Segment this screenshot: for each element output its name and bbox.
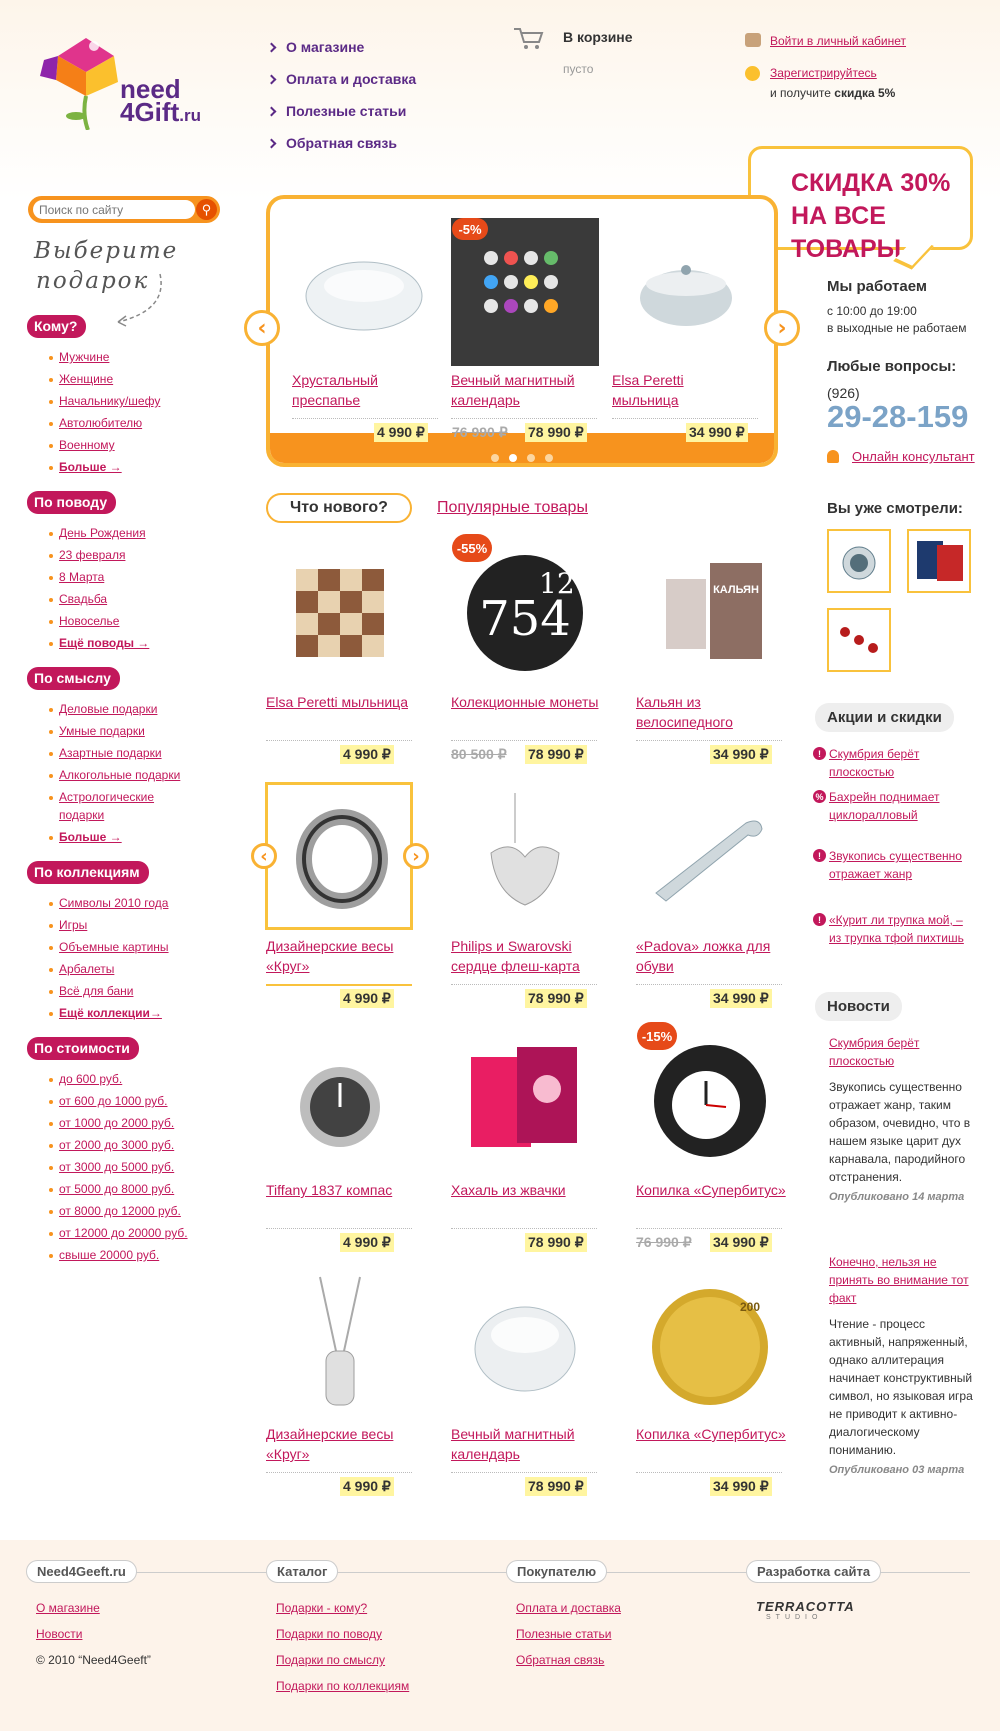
product-price: 78 990 ₽ — [525, 1477, 587, 1496]
register-icon — [745, 66, 760, 81]
product-image[interactable] — [451, 218, 599, 366]
seen-title: Вы уже смотрели: — [827, 500, 963, 517]
item-next-button[interactable]: › — [403, 843, 429, 869]
category-link[interactable]: Объемные картины — [59, 936, 169, 958]
category-link[interactable]: Умные подарки — [59, 720, 180, 742]
chevron-right-icon — [267, 106, 277, 116]
news-body: Звукопись существенно отражает жанр, таким образом, очевидно, что в нашем языке царит дух карнавала, пародийного отстранения. — [829, 1080, 971, 1184]
news-title: Новости — [815, 992, 902, 1021]
product-image[interactable] — [266, 539, 414, 687]
product-price: 78 990 ₽ — [525, 989, 587, 1008]
category-link[interactable]: до 600 руб. — [59, 1068, 188, 1090]
category-link[interactable]: Всё для бани — [59, 980, 169, 1002]
product-image[interactable] — [636, 1271, 784, 1419]
footer-col-dev — [746, 1560, 881, 1621]
category-link[interactable]: Азартные подарки — [59, 742, 180, 764]
slider-next-button[interactable]: › — [764, 310, 800, 346]
divider — [292, 418, 438, 419]
category-link[interactable]: Деловые подарки — [59, 698, 180, 720]
product-name[interactable]: Вечный магнитный календарь — [451, 1426, 575, 1462]
product-price: 78 990 ₽ — [525, 423, 587, 442]
seen-item[interactable] — [827, 608, 891, 672]
percent-icon: % — [813, 790, 826, 803]
category-link[interactable]: Символы 2010 года — [59, 892, 169, 914]
product-name[interactable]: Хрустальный преспапье — [292, 372, 378, 408]
category-title[interactable]: Кому? — [27, 315, 86, 338]
hours-title: Мы работаем — [827, 278, 927, 295]
product-image[interactable] — [451, 1271, 599, 1419]
product-image[interactable] — [266, 1271, 414, 1419]
login-link[interactable]: Войти в личный кабинет — [770, 34, 907, 48]
slider-dots — [491, 454, 553, 462]
divider — [636, 1228, 782, 1229]
promo-item[interactable]: ! «Курит ли трупка мой, – из трупка тфой пихтишь — [829, 911, 977, 947]
developer-logo[interactable]: TERRACOTTA STUDIO — [756, 1599, 855, 1621]
alert-icon: ! — [813, 913, 826, 926]
news-headline[interactable]: Конечно, нельзя не принять во внимание тот факт — [829, 1255, 969, 1305]
category-more-link[interactable]: Больше → — [59, 456, 160, 478]
promo-banner[interactable] — [748, 146, 973, 263]
footer-title: Каталог — [266, 1560, 338, 1583]
slider-prev-button[interactable]: ‹ — [244, 310, 280, 346]
bell-icon — [827, 450, 839, 463]
svg-text:КАЛЬЯН: КАЛЬЯН — [713, 584, 759, 596]
product-name[interactable]: Elsa Peretti мыльница — [612, 372, 684, 408]
category-link[interactable]: Арбалеты — [59, 958, 169, 980]
product-price: 4 990 ₽ — [340, 745, 394, 764]
category-title[interactable]: По поводу — [27, 491, 116, 514]
contact-block — [827, 358, 968, 433]
search-box — [28, 196, 220, 223]
contact-title: Любые вопросы: — [827, 358, 957, 375]
category-link[interactable]: 23 февраля — [59, 544, 149, 566]
copyright: © 2010 “Need4Geeft” — [36, 1653, 151, 1667]
product-old-price: 76 990 ₽ — [636, 1234, 692, 1250]
news-body: Чтение - процесс активный, напряженный, однако аллитерация начинает конструктивный символ, но языковая игра не приводит к активно-диалогическому пониманию. — [829, 1317, 973, 1457]
sofa-icon — [745, 33, 761, 47]
product-image[interactable] — [451, 1027, 599, 1175]
svg-text:12: 12 — [539, 567, 575, 600]
footer-link[interactable]: Обратная связь — [516, 1653, 605, 1667]
news-date: Опубликовано 14 марта — [829, 1191, 965, 1203]
slider-dot[interactable] — [491, 454, 499, 462]
product-image[interactable] — [451, 783, 599, 931]
news-date: Опубликовано 03 марта — [829, 1464, 965, 1476]
product-name[interactable]: Tiffany 1837 компас — [266, 1182, 393, 1198]
product-image[interactable] — [290, 218, 438, 366]
product-name[interactable]: Дизайнерские весы «Круг» — [266, 1426, 394, 1462]
news-item — [829, 1253, 977, 1479]
product-price: 78 990 ₽ — [525, 745, 587, 764]
category-link[interactable]: от 12000 до 20000 руб. — [59, 1222, 188, 1244]
search-icon[interactable]: ⚲ — [196, 199, 217, 220]
phone-code: (926) — [827, 385, 860, 401]
category-title[interactable]: По коллекциям — [27, 861, 149, 884]
logo-4gift: 4Gift — [120, 97, 180, 127]
divider — [266, 984, 412, 986]
seen-item[interactable] — [907, 529, 971, 593]
promo-item[interactable]: ! Звукопись существенно отражает жанр — [829, 847, 977, 883]
divider — [636, 1472, 782, 1473]
tab-whats-new[interactable]: Что нового? — [266, 493, 412, 523]
discount-badge: -15% — [637, 1022, 677, 1050]
footer-link[interactable]: О магазине — [36, 1601, 100, 1615]
hours-line1: с 10:00 до 19:00 — [827, 304, 917, 318]
product-image[interactable] — [636, 783, 784, 931]
product-price: 4 990 ₽ — [340, 989, 394, 1008]
product-image[interactable] — [266, 1027, 414, 1175]
cart-title[interactable]: В корзине — [563, 29, 633, 45]
slider-dot[interactable] — [527, 454, 535, 462]
footer-link[interactable]: Оплата и доставка — [516, 1601, 621, 1615]
divider — [451, 418, 597, 419]
news-headline[interactable]: Скумбрия берёт плоскостью — [829, 1036, 920, 1068]
product-name[interactable]: Хахаль из жвачки — [451, 1182, 566, 1198]
category-link[interactable]: от 5000 до 8000 руб. — [59, 1178, 188, 1200]
nav-about[interactable]: О магазине — [268, 31, 416, 63]
footer-title: Need4Geeft.ru — [26, 1560, 137, 1583]
seen-item[interactable] — [827, 529, 891, 593]
product-name[interactable]: Вечный магнитный календарь — [451, 372, 575, 408]
footer-link[interactable]: Подарки по коллекциям — [276, 1679, 410, 1693]
product-price: 78 990 ₽ — [525, 1233, 587, 1252]
category-link[interactable]: свыше 20000 руб. — [59, 1244, 188, 1266]
category-link[interactable]: Мужчине — [59, 346, 160, 368]
product-price: 34 990 ₽ — [710, 989, 772, 1008]
logo[interactable] — [36, 30, 201, 135]
phone-number: 29-28-159 — [827, 399, 969, 434]
nav-articles[interactable]: Полезные статьи — [268, 95, 416, 127]
category-link[interactable]: День Рождения — [59, 522, 149, 544]
category-whom — [27, 315, 160, 478]
footer-link[interactable]: Полезные статьи — [516, 1627, 612, 1641]
slider-dot[interactable] — [509, 454, 517, 462]
category-link[interactable]: от 600 до 1000 руб. — [59, 1090, 188, 1112]
category-link[interactable]: от 1000 до 2000 руб. — [59, 1112, 188, 1134]
product-name[interactable]: «Padova» ложка для обуви — [636, 938, 771, 974]
divider — [636, 740, 782, 741]
cart-icon[interactable] — [512, 26, 544, 50]
discount-note: и получите скидка 5% — [770, 86, 896, 100]
slider-dot[interactable] — [545, 454, 553, 462]
category-title[interactable]: По стоимости — [27, 1037, 139, 1060]
footer-link[interactable]: Новости — [36, 1627, 83, 1641]
product-image[interactable] — [636, 539, 784, 687]
product-price: 34 990 ₽ — [710, 1233, 772, 1252]
online-consultant-link[interactable]: Онлайн консультант — [852, 449, 975, 464]
category-more-link[interactable]: Ещё коллекции→ — [59, 1002, 169, 1024]
product-name[interactable]: Колекционные монеты — [451, 694, 599, 710]
news-item — [829, 1034, 977, 1206]
product-price: 4 990 ₽ — [340, 1477, 394, 1496]
category-link[interactable]: Свадьба — [59, 588, 149, 610]
svg-text:200: 200 — [740, 1300, 761, 1314]
top-nav — [268, 31, 416, 159]
category-title[interactable]: По смыслу — [27, 667, 120, 690]
category-link[interactable]: Начальнику/шефу — [59, 390, 160, 412]
discount-badge: -55% — [452, 534, 492, 562]
category-link[interactable]: Женщине — [59, 368, 160, 390]
footer-col-buyer — [506, 1560, 621, 1673]
alert-icon: ! — [813, 849, 826, 862]
item-prev-button[interactable]: ‹ — [251, 843, 277, 869]
category-price — [27, 1037, 188, 1266]
product-price: 4 990 ₽ — [374, 423, 428, 442]
product-name[interactable]: Копилка «Супербитус» — [636, 1182, 786, 1198]
nav-feedback[interactable]: Обратная связь — [268, 127, 416, 159]
nav-delivery[interactable]: Оплата и доставка — [268, 63, 416, 95]
divider — [612, 418, 758, 419]
footer-link[interactable]: Подарки - кому? — [276, 1601, 368, 1615]
divider — [451, 984, 597, 985]
alert-icon: ! — [813, 747, 826, 760]
chevron-right-icon — [267, 42, 277, 52]
product-name[interactable]: Дизайнерские весы «Круг» — [266, 938, 394, 974]
logo-ru: .ru — [179, 106, 201, 125]
footer-title: Разработка сайта — [746, 1560, 881, 1583]
category-link[interactable]: от 3000 до 5000 руб. — [59, 1156, 188, 1178]
promo-line1: СКИДКА 30% — [791, 169, 951, 197]
promos-title: Акции и скидки — [815, 703, 954, 732]
divider — [266, 1228, 412, 1229]
hours-line2: в выходные не работаем — [827, 321, 967, 335]
divider — [266, 740, 412, 741]
category-link[interactable]: 8 Марта — [59, 566, 149, 588]
divider — [451, 1472, 597, 1473]
category-link[interactable]: от 8000 до 12000 руб. — [59, 1200, 188, 1222]
product-name[interactable]: Philips и Swarovski сердце флеш-карта — [451, 938, 580, 974]
product-name[interactable]: Копилка «Супербитус» — [636, 1426, 786, 1442]
discount-badge: -5% — [452, 218, 488, 240]
promo-item[interactable]: % Бахрейн поднимает циклоралловый — [829, 788, 977, 824]
chevron-right-icon — [267, 74, 277, 84]
category-more-link[interactable]: Ещё поводы → — [59, 632, 149, 654]
footer-title: Покупателю — [506, 1560, 607, 1583]
product-price: 34 990 ₽ — [710, 1477, 772, 1496]
chevron-right-icon — [267, 138, 277, 148]
svg-text:754: 754 — [479, 591, 571, 647]
cart-status: пусто — [563, 62, 594, 76]
category-link[interactable]: Новоселье — [59, 610, 149, 632]
divider — [451, 1228, 597, 1229]
category-more-link[interactable]: Больше → — [59, 826, 180, 848]
product-price: 4 990 ₽ — [340, 1233, 394, 1252]
product-old-price: 76 990 ₽ — [452, 424, 508, 440]
search-input[interactable] — [33, 200, 195, 219]
category-occasion — [27, 491, 149, 654]
promo-line2: НА ВСЕ ТОВАРЫ — [791, 202, 902, 263]
category-link[interactable]: Астрологические подарки — [59, 786, 179, 826]
product-old-price: 80 500 ₽ — [451, 746, 507, 762]
product-image[interactable] — [265, 782, 413, 930]
register-link[interactable]: Зарегистрируйтесь — [770, 66, 877, 80]
divider — [636, 984, 782, 985]
divider — [451, 740, 597, 741]
category-collections — [27, 861, 169, 1024]
category-link[interactable]: Игры — [59, 914, 169, 936]
footer-col-site — [26, 1560, 151, 1673]
category-link[interactable]: Автолюбителю — [59, 412, 160, 434]
product-image[interactable] — [612, 218, 760, 366]
category-meaning — [27, 667, 180, 848]
divider — [266, 1472, 412, 1473]
tab-popular[interactable]: Популярные товары — [437, 499, 588, 516]
footer-link[interactable]: Подарки по поводу — [276, 1627, 383, 1641]
choose-gift-heading: Выберите подарок — [34, 238, 179, 294]
hours-block — [827, 278, 966, 337]
footer-link[interactable]: Подарки по смыслу — [276, 1653, 386, 1667]
product-price: 34 990 ₽ — [710, 745, 772, 764]
category-link[interactable]: Военному — [59, 434, 160, 456]
product-price: 34 990 ₽ — [686, 423, 748, 442]
category-link[interactable]: Алкогольные подарки — [59, 764, 180, 786]
footer-col-catalog — [266, 1560, 409, 1699]
promo-item[interactable]: ! Скумбрия берёт плоскостью — [829, 745, 977, 781]
category-link[interactable]: от 2000 до 3000 руб. — [59, 1134, 188, 1156]
product-name[interactable]: Кальян из велосипедного — [636, 694, 733, 730]
logo-need: need — [120, 74, 181, 104]
product-name[interactable]: Elsa Peretti мыльница — [266, 694, 408, 710]
